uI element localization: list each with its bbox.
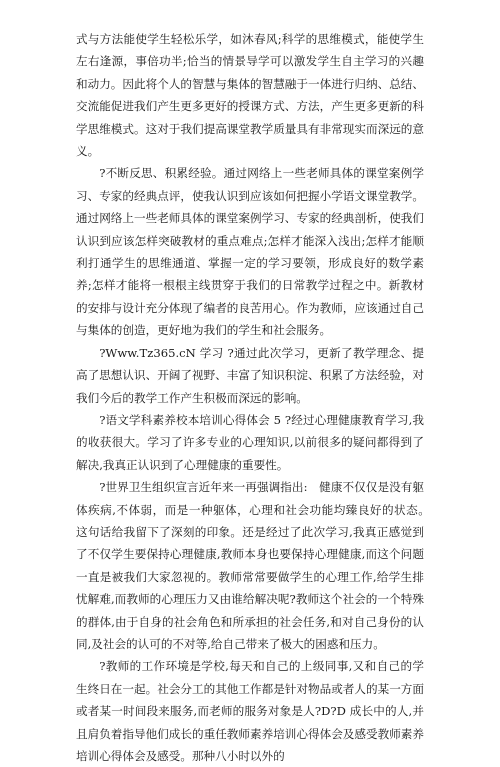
paragraph-2: ?不断反思、积累经验。通过网络上一些老师具体的课堂案例学习、专家的经典点评，使我认识到应该如何把握小学语文课堂教学。通过网络上一些老师具体的课堂案例学习、专家的经典剖析，使我们认识到应该怎样突破教材的重点难点;怎样才能深入浅出;怎样才能顺利打通学生的思维通道、掌握一定的学习要领，形成良好的数学素养;怎样才能将一根根主线贯穿于我们的日常教学过程之中。新教材的安排与设计充分体现了编者的良苦用心。作为教师，应该通过自己与集体的创造，更好地为我们的学生和社会服务。 — [76, 166, 424, 338]
paragraph-1: 式与方法能使学生轻松乐学，如沐春风;科学的思维模式，能使学生左右逢源，事倍功半;恰当的情景导学可以激发学生自主学习的兴趣和动力。因此将个人的智慧与集体的智慧融于一体进行归纳、总结、交流能促进我们产生更多更好的授课方式、方法，产生更多更新的科学思维模式。这对于我们提高课堂教学质量具有非常现实而深远的意义。 — [76, 32, 424, 159]
paragraph-5: ?世界卫生组织宣言近年来一再强调指出: 健康不仅仅是没有躯体疾病,不体弱，而是一种躯体，心理和社会功能均臻良好的状态。 这句话给我留下了深刻的印象。还是经过了此次学习,我真正感觉到了不仅学生要保持心理健康,教师本身也要保持心理健康,而这个问题一直是被我们大家忽视的。教师常常要做学生的心理工作,给学生排忧解难,而教师的心理压力又由谁给解决呢?教师这个社会的一个特殊的群体,由于自身的社会角色和所承担的社会任务,和对自己身份的认同,及社会的认可的不对等,给自己带来了极大的困惑和压力。 — [76, 480, 436, 651]
paragraph-6: ?教师的工作环境是学校,每天和自己的上级同事,又和自己的学生终日在一起。社会分工的其他工作都是针对物品或者人的某一方面或者某一时间段来服务,而老师的服务对象是人?D?D 成长中的人,并且肩负着指导他们成长的重任教师素养培训心得体会及感受教师素养培训心得体会及感受。那种八小时以外的 — [76, 659, 424, 763]
paragraph-3: ?Www.Tz365.cN 学习 ?通过此次学习，更新了教学理念、提高了思想认识、开阔了视野、丰富了知识积淀、积累了方法经验，对我们今后的教学工作产生积极而深远的影响。 — [76, 345, 424, 405]
paragraph-4: ?语文学科素养校本培训心得体会 5 ?经过心理健康教育学习,我的收获很大。学习了许多专业的心理知识,以前很多的疑问都得到了解决,我真正认识到了心理健康的重要性。 — [76, 412, 424, 472]
